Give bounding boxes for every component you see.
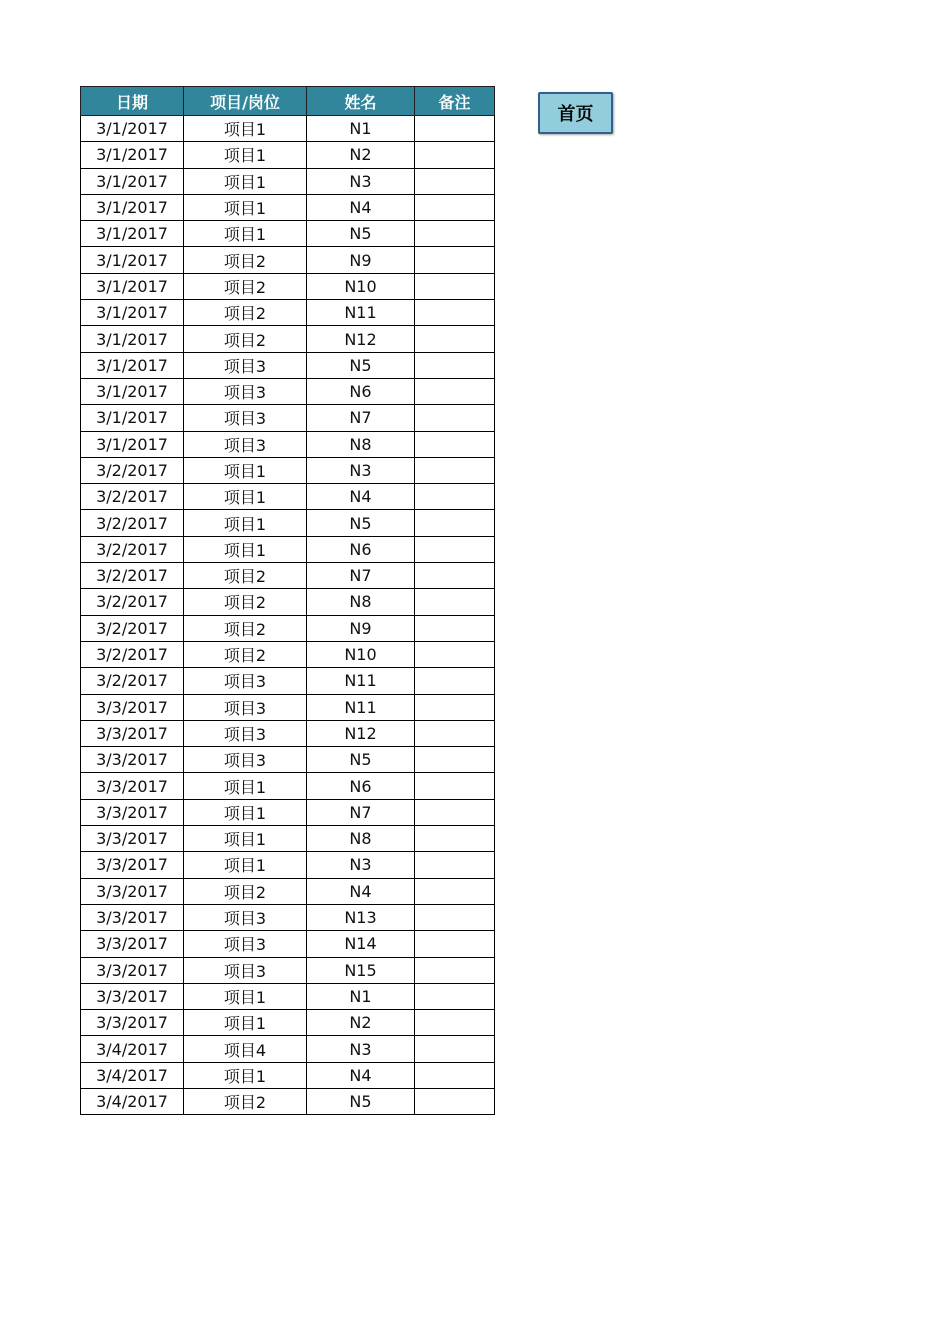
cell-date[interactable]: 3/2/2017 [81, 668, 184, 694]
cell-name[interactable]: N1 [307, 116, 415, 142]
header-project-position[interactable]: 项目/岗位 [184, 87, 307, 116]
cell-date[interactable]: 3/1/2017 [81, 378, 184, 404]
table-row [81, 852, 495, 878]
cell-project[interactable]: 项目3 [184, 352, 307, 378]
cell-date[interactable]: 3/3/2017 [81, 799, 184, 825]
table-row [81, 799, 495, 825]
cell-name[interactable]: N4 [307, 484, 415, 510]
cell-date[interactable]: 3/1/2017 [81, 247, 184, 273]
cell-project[interactable]: 项目2 [184, 300, 307, 326]
table-row [81, 983, 495, 1009]
cell-name[interactable]: N11 [307, 668, 415, 694]
cell-name[interactable]: N3 [307, 457, 415, 483]
cell-date[interactable]: 3/3/2017 [81, 983, 184, 1009]
header-name[interactable]: 姓名 [307, 87, 415, 116]
cell-project[interactable]: 项目3 [184, 668, 307, 694]
cell-date[interactable]: 3/2/2017 [81, 536, 184, 562]
cell-remarks[interactable] [415, 273, 495, 299]
cell-project[interactable]: 项目2 [184, 247, 307, 273]
table-row [81, 221, 495, 247]
cell-date[interactable]: 3/4/2017 [81, 1088, 184, 1114]
cell-project[interactable]: 项目1 [184, 773, 307, 799]
cell-project[interactable]: 项目2 [184, 326, 307, 352]
cell-remarks[interactable] [415, 510, 495, 536]
cell-project[interactable]: 项目1 [184, 983, 307, 1009]
cell-remarks[interactable] [415, 957, 495, 983]
table-row [81, 273, 495, 299]
table-row [81, 405, 495, 431]
cell-name[interactable]: N14 [307, 931, 415, 957]
cell-name[interactable]: N10 [307, 641, 415, 667]
table-row [81, 142, 495, 168]
cell-name[interactable]: N7 [307, 563, 415, 589]
table-row [81, 457, 495, 483]
cell-name[interactable]: N6 [307, 378, 415, 404]
cell-remarks[interactable] [415, 457, 495, 483]
cell-remarks[interactable] [415, 536, 495, 562]
table-row [81, 510, 495, 536]
cell-remarks[interactable] [415, 983, 495, 1009]
cell-name[interactable]: N4 [307, 878, 415, 904]
cell-remarks[interactable] [415, 641, 495, 667]
cell-name[interactable]: N6 [307, 536, 415, 562]
cell-remarks[interactable] [415, 326, 495, 352]
cell-project[interactable]: 项目3 [184, 694, 307, 720]
cell-project[interactable]: 项目1 [184, 826, 307, 852]
cell-project[interactable]: 项目1 [184, 457, 307, 483]
cell-project[interactable]: 项目1 [184, 852, 307, 878]
cell-name[interactable]: N2 [307, 142, 415, 168]
table-row [81, 116, 495, 142]
cell-project[interactable]: 项目1 [184, 536, 307, 562]
cell-remarks[interactable] [415, 563, 495, 589]
cell-date[interactable]: 3/1/2017 [81, 352, 184, 378]
cell-project[interactable]: 项目3 [184, 931, 307, 957]
cell-date[interactable]: 3/3/2017 [81, 852, 184, 878]
cell-date[interactable]: 3/2/2017 [81, 510, 184, 536]
cell-remarks[interactable] [415, 799, 495, 825]
cell-remarks[interactable] [415, 931, 495, 957]
cell-name[interactable]: N12 [307, 720, 415, 746]
table-header-row [81, 87, 495, 116]
cell-remarks[interactable] [415, 431, 495, 457]
cell-date[interactable]: 3/2/2017 [81, 589, 184, 615]
cell-name[interactable]: N5 [307, 510, 415, 536]
table-row [81, 1036, 495, 1062]
cell-name[interactable]: N5 [307, 221, 415, 247]
cell-project[interactable]: 项目3 [184, 957, 307, 983]
cell-project[interactable]: 项目1 [184, 1062, 307, 1088]
cell-date[interactable]: 3/1/2017 [81, 168, 184, 194]
cell-project[interactable]: 项目3 [184, 378, 307, 404]
cell-name[interactable]: N5 [307, 1088, 415, 1114]
table-row [81, 773, 495, 799]
cell-name[interactable]: N3 [307, 168, 415, 194]
cell-name[interactable]: N3 [307, 852, 415, 878]
cell-name[interactable]: N12 [307, 326, 415, 352]
cell-date[interactable]: 3/1/2017 [81, 194, 184, 220]
cell-project[interactable]: 项目1 [184, 510, 307, 536]
cell-remarks[interactable] [415, 904, 495, 930]
cell-name[interactable]: N10 [307, 273, 415, 299]
table-row [81, 826, 495, 852]
table-row [81, 931, 495, 957]
cell-project[interactable]: 项目1 [184, 221, 307, 247]
cell-date[interactable]: 3/4/2017 [81, 1036, 184, 1062]
cell-project[interactable]: 项目1 [184, 116, 307, 142]
cell-remarks[interactable] [415, 773, 495, 799]
cell-remarks[interactable] [415, 378, 495, 404]
cell-date[interactable]: 3/1/2017 [81, 221, 184, 247]
table-row [81, 326, 495, 352]
cell-date[interactable]: 3/1/2017 [81, 273, 184, 299]
cell-date[interactable]: 3/3/2017 [81, 826, 184, 852]
cell-remarks[interactable] [415, 405, 495, 431]
cell-remarks[interactable] [415, 168, 495, 194]
cell-date[interactable]: 3/3/2017 [81, 720, 184, 746]
cell-remarks[interactable] [415, 247, 495, 273]
table-row [81, 589, 495, 615]
cell-remarks[interactable] [415, 352, 495, 378]
table-row [81, 352, 495, 378]
cell-date[interactable]: 3/3/2017 [81, 773, 184, 799]
cell-remarks[interactable] [415, 194, 495, 220]
table-row [81, 247, 495, 273]
cell-remarks[interactable] [415, 747, 495, 773]
table-row [81, 878, 495, 904]
cell-date[interactable]: 3/2/2017 [81, 457, 184, 483]
table-row [81, 615, 495, 641]
table-row [81, 378, 495, 404]
cell-name[interactable]: N6 [307, 773, 415, 799]
table-row [81, 194, 495, 220]
cell-name[interactable]: N7 [307, 405, 415, 431]
cell-date[interactable]: 3/1/2017 [81, 116, 184, 142]
cell-name[interactable]: N8 [307, 431, 415, 457]
cell-name[interactable]: N15 [307, 957, 415, 983]
cell-project[interactable]: 项目4 [184, 1036, 307, 1062]
table-row [81, 720, 495, 746]
table-row [81, 747, 495, 773]
table-row [81, 641, 495, 667]
cell-remarks[interactable] [415, 1010, 495, 1036]
cell-date[interactable]: 3/2/2017 [81, 563, 184, 589]
cell-remarks[interactable] [415, 300, 495, 326]
cell-remarks[interactable] [415, 142, 495, 168]
cell-remarks[interactable] [415, 221, 495, 247]
cell-remarks[interactable] [415, 484, 495, 510]
cell-name[interactable]: N5 [307, 352, 415, 378]
cell-name[interactable]: N9 [307, 247, 415, 273]
cell-date[interactable]: 3/3/2017 [81, 747, 184, 773]
cell-project[interactable]: 项目1 [184, 194, 307, 220]
cell-date[interactable]: 3/3/2017 [81, 957, 184, 983]
cell-name[interactable]: N2 [307, 1010, 415, 1036]
header-remarks[interactable]: 备注 [415, 87, 495, 116]
cell-project[interactable]: 项目3 [184, 405, 307, 431]
cell-date[interactable]: 3/1/2017 [81, 326, 184, 352]
cell-date[interactable]: 3/4/2017 [81, 1062, 184, 1088]
cell-project[interactable]: 项目3 [184, 904, 307, 930]
cell-name[interactable]: N4 [307, 1062, 415, 1088]
table-row [81, 1088, 495, 1114]
cell-remarks[interactable] [415, 116, 495, 142]
cell-date[interactable]: 3/2/2017 [81, 484, 184, 510]
table-row [81, 668, 495, 694]
cell-project[interactable]: 项目2 [184, 641, 307, 667]
cell-project[interactable]: 项目2 [184, 878, 307, 904]
cell-remarks[interactable] [415, 826, 495, 852]
home-button[interactable]: 首页 [538, 92, 613, 134]
cell-remarks[interactable] [415, 878, 495, 904]
cell-date[interactable]: 3/3/2017 [81, 904, 184, 930]
table-row [81, 431, 495, 457]
header-date[interactable]: 日期 [81, 87, 184, 116]
table-row [81, 1010, 495, 1036]
cell-name[interactable]: N11 [307, 694, 415, 720]
cell-name[interactable]: N5 [307, 747, 415, 773]
cell-remarks[interactable] [415, 1088, 495, 1114]
cell-project[interactable]: 项目2 [184, 273, 307, 299]
cell-name[interactable]: N8 [307, 589, 415, 615]
table-row [81, 694, 495, 720]
cell-project[interactable]: 项目1 [184, 142, 307, 168]
cell-date[interactable]: 3/2/2017 [81, 641, 184, 667]
cell-remarks[interactable] [415, 615, 495, 641]
cell-name[interactable]: N13 [307, 904, 415, 930]
table-row [81, 536, 495, 562]
cell-name[interactable]: N11 [307, 300, 415, 326]
cell-name[interactable]: N1 [307, 983, 415, 1009]
cell-project[interactable]: 项目1 [184, 799, 307, 825]
cell-remarks[interactable] [415, 589, 495, 615]
cell-remarks[interactable] [415, 1036, 495, 1062]
cell-date[interactable]: 3/3/2017 [81, 878, 184, 904]
cell-remarks[interactable] [415, 1062, 495, 1088]
cell-name[interactable]: N3 [307, 1036, 415, 1062]
cell-project[interactable]: 项目3 [184, 747, 307, 773]
cell-project[interactable]: 项目2 [184, 615, 307, 641]
cell-remarks[interactable] [415, 852, 495, 878]
cell-date[interactable]: 3/1/2017 [81, 405, 184, 431]
cell-project[interactable]: 项目1 [184, 484, 307, 510]
cell-project[interactable]: 项目2 [184, 563, 307, 589]
cell-project[interactable]: 项目1 [184, 168, 307, 194]
schedule-table [80, 86, 495, 1115]
cell-project[interactable]: 项目2 [184, 589, 307, 615]
cell-name[interactable]: N8 [307, 826, 415, 852]
cell-remarks[interactable] [415, 694, 495, 720]
table-row [81, 957, 495, 983]
cell-date[interactable]: 3/1/2017 [81, 300, 184, 326]
cell-date[interactable]: 3/3/2017 [81, 1010, 184, 1036]
table-row [81, 168, 495, 194]
table-row [81, 300, 495, 326]
cell-name[interactable]: N9 [307, 615, 415, 641]
table-row [81, 904, 495, 930]
cell-date[interactable]: 3/3/2017 [81, 931, 184, 957]
cell-date[interactable]: 3/1/2017 [81, 431, 184, 457]
cell-remarks[interactable] [415, 720, 495, 746]
cell-name[interactable]: N4 [307, 194, 415, 220]
cell-project[interactable]: 项目3 [184, 431, 307, 457]
cell-date[interactable]: 3/3/2017 [81, 694, 184, 720]
table-row [81, 484, 495, 510]
cell-project[interactable]: 项目3 [184, 720, 307, 746]
table-row [81, 563, 495, 589]
cell-remarks[interactable] [415, 668, 495, 694]
table-row [81, 1062, 495, 1088]
cell-date[interactable]: 3/2/2017 [81, 615, 184, 641]
cell-name[interactable]: N7 [307, 799, 415, 825]
cell-project[interactable]: 项目1 [184, 1010, 307, 1036]
cell-date[interactable]: 3/1/2017 [81, 142, 184, 168]
cell-project[interactable]: 项目2 [184, 1088, 307, 1114]
